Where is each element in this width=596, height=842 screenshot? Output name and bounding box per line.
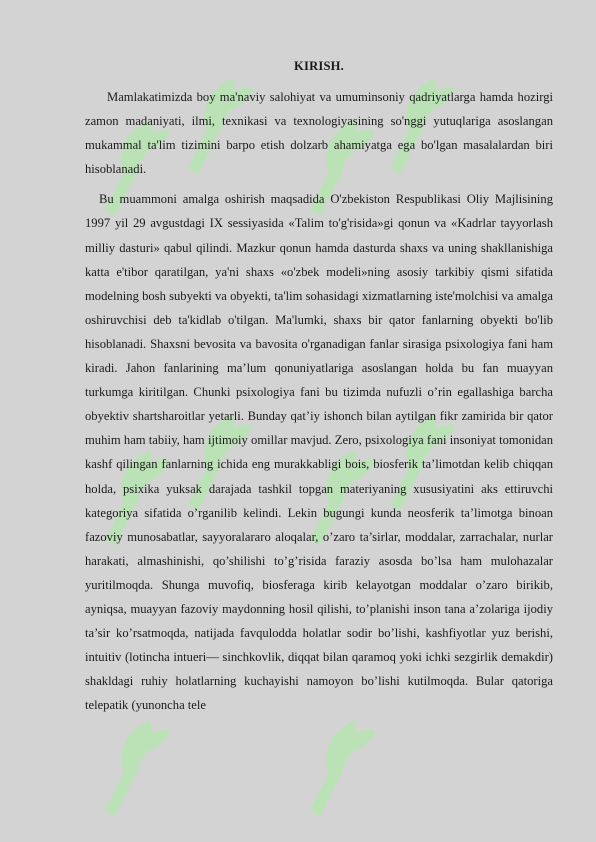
page-title: KIRISH. [293,59,345,73]
watermark-leaf-icon [290,700,380,820]
document-body [85,56,553,717]
paragraph-1: Mamlakatimizda boy ma'naviy salohiyat va umuminsoniy qadriyatlarga hamda hozirgi zamon madaniyati, ilmi, texnikasi va texnologiyasining so'nggi yutuqlariga asoslangan mukammal ta'lim tizimini barpo etish dolzarb ahamiyatga ega bo'lgan masalalardan biri hisoblanadi. [85,90,553,177]
paragraph-2: Bu muammoni amalga oshirish maqsadida O'zbekiston Respublikasi Oliy Majlisining 1997 yil 29 avgustdagi IX sessiyasida «Talim to'g'risida»gi qonun va «Kadrlar tayyorlash milliy dasturi» qabul qilindi. Mazkur qonun hamda dasturda shaxs va uning shakllanishiga katta e'tibor qaratilgan, ya'ni shaxs «o'zbek modeli»ning asosiy tarkibiy qismi sifatida modelning bosh subyekti va obyekti, ta'lim sohasidagi xizmatlarning iste'molchisi va amalga oshiruvchisi deb ta'kidlab o'tilgan. Ma'lumki, shaxs bir qator fanlarning obyekti bo'lib hisoblanadi. Shaxsni bevosita va bavosita o'rganadigan fanlar sirasiga psixologiya fani ham kiradi. Jahon fanlarining ma’lum qonuniyatlariga asoslangan holda bu fan muayyan turkumga kiritilgan. Chunki psixologiya fani bu tizimda nufuzli o’rin egallashiga barcha obyektiv shartsharoitlar yetarli. Bunday qat’iy ishonch bilan aytilgan fikr zamirida bir qator muhim ham tabiiy, ham ijtimoiy omillar mavjud. Zero, psixologiya fani insoniyat tomonidan kashf qilingan fanlarning ichida eng murakkabligi bois, biosferik ta’limotdan kelib chiqqan holda, psixika yuksak darajada tashkil topgan materiyaning xususiyatini aks ettiruvchi kategoriya sifatida o’rganilib kelindi. Lekin bugungi kunda neosferik ta’limotga binoan fazoviy munosabatlar, sayyoralararo aloqalar, o’zaro ta’sirlar, moddalar, zarrachalar, nurlar harakati, almashinishi, qo’shilishi to’g’risida faraziy asosda bo’lsa ham mulohazalar yuritilmoqda. Shunga muvofiq, biosferaga kirib kelayotgan moddalar o’zaro birikib, ayniqsa, muayyan fazoviy maydonning hosil qilishi, to’planishi inson tana a’zolariga ijodiy ta’sir ko’rsatmoqda, natijada favqulodda holatlar sodir bo’lishi, kashfiyotlar yuz berishi, intuitiv (lotincha intueri— sinchkovlik, diqqat bilan qaramoq yoki ichki sezgirlik demakdir) shakldagi ruhiy holatlarning kuchayishi namoyon bo’lishi kutilmoqda. Bular qatoriga telepatik (yunoncha tele [85,192,553,713]
watermark-leaf-icon [85,700,175,820]
